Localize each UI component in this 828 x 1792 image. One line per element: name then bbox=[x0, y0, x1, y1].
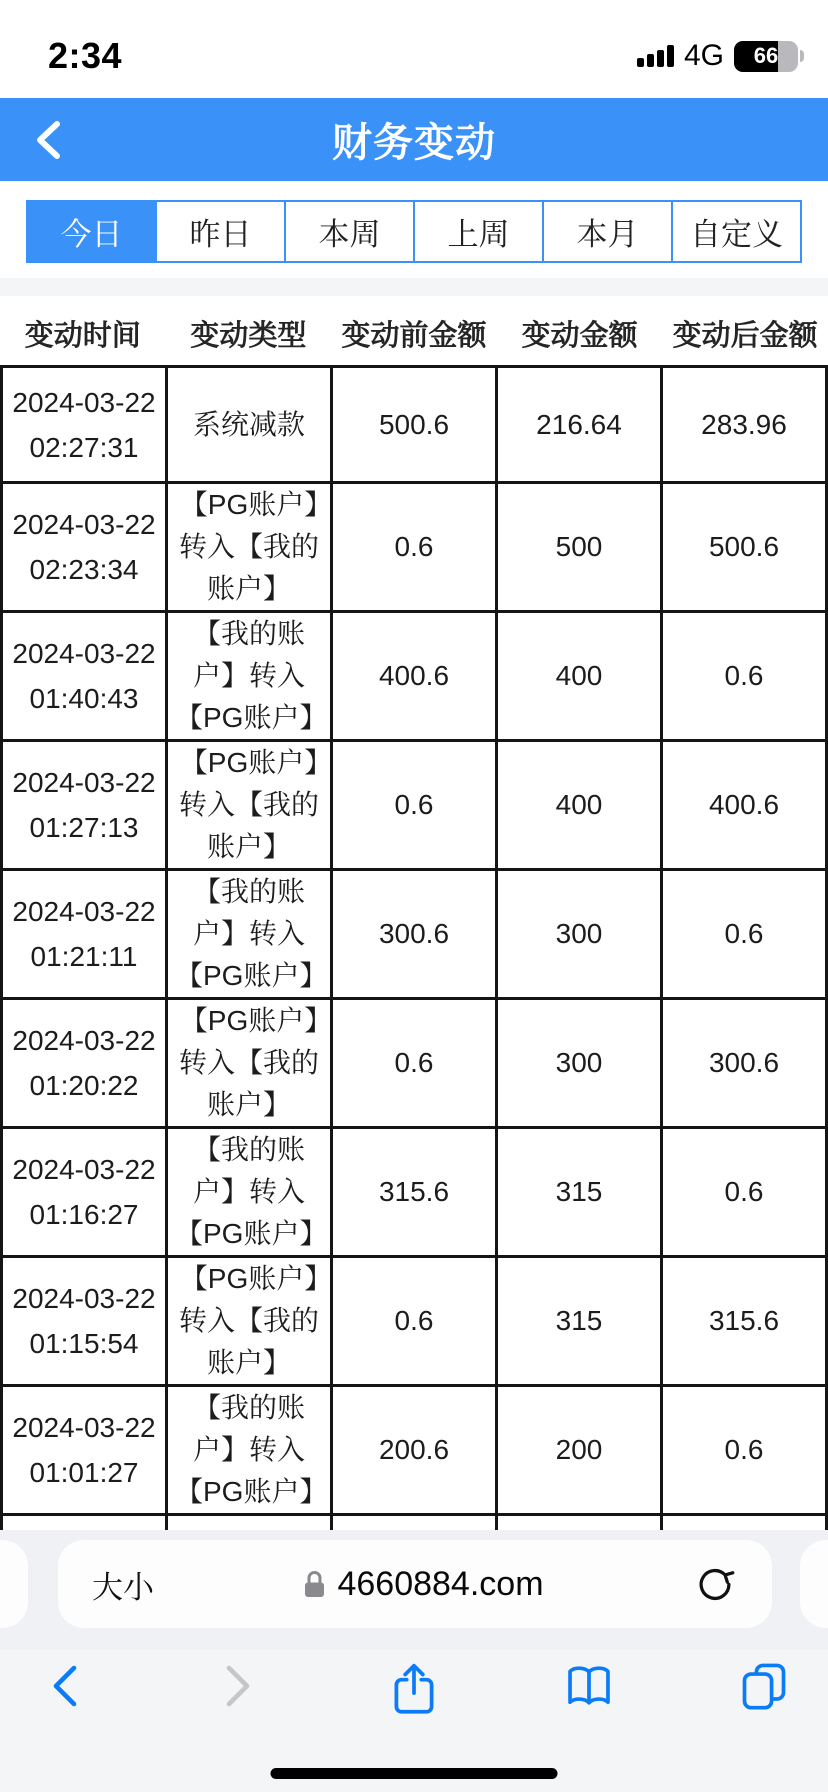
cell-change-type bbox=[168, 613, 333, 742]
cell-after-amount-text: 0.6 bbox=[724, 918, 764, 949]
cell-change-time-text: 01:27:13 bbox=[29, 812, 139, 843]
cellular-signal-icon bbox=[637, 45, 674, 67]
table-header-row bbox=[0, 302, 828, 365]
status-right-cluster bbox=[637, 39, 804, 73]
cell-change-time bbox=[3, 368, 168, 484]
lock-icon bbox=[302, 1568, 327, 1600]
cell-change-type-text: 系统减款 bbox=[192, 408, 305, 440]
address-display bbox=[302, 1565, 543, 1604]
tabs-icon bbox=[738, 1660, 790, 1712]
url-bar-zone bbox=[0, 1530, 828, 1650]
cell-after-amount-text: 315.6 bbox=[708, 1305, 780, 1336]
adjacent-tab-left[interactable] bbox=[0, 1540, 28, 1628]
cell-before-amount bbox=[333, 1387, 498, 1516]
battery-percent-label: 66 bbox=[753, 43, 779, 68]
cell-change-amount-text: 315 bbox=[555, 1305, 603, 1336]
cell-before-amount-text: 500.6 bbox=[378, 408, 450, 440]
cell-change-time-text: 01:20:22 bbox=[29, 1070, 139, 1101]
cell-after-amount bbox=[663, 871, 828, 1000]
cell-change-type bbox=[168, 742, 333, 871]
cell-change-type bbox=[168, 484, 333, 613]
cell-after-amount bbox=[663, 1000, 828, 1129]
cell-change-time bbox=[3, 484, 168, 613]
cell-change-time-text: 02:23:34 bbox=[29, 554, 139, 585]
url-domain: 4660884.com bbox=[337, 1564, 544, 1603]
cell-after-amount-text: 400.6 bbox=[708, 789, 780, 820]
cell-after-amount-text: 283.96 bbox=[701, 408, 787, 440]
cell-change-time-text: 2024-03-22 bbox=[12, 1412, 156, 1443]
cell-change-amount-text: 500 bbox=[555, 531, 603, 562]
table-row bbox=[3, 1387, 828, 1516]
cell-change-amount bbox=[498, 613, 663, 742]
cell-change-time bbox=[3, 613, 168, 742]
cell-change-type bbox=[168, 368, 333, 484]
cell-before-amount-text: 200.6 bbox=[378, 1434, 450, 1465]
cell-before-amount bbox=[333, 871, 498, 1000]
chevron-right-icon bbox=[219, 1660, 259, 1712]
cell-change-type bbox=[168, 1000, 333, 1129]
chevron-left-icon bbox=[31, 118, 65, 162]
status-bar bbox=[0, 0, 828, 98]
cell-change-time-text: 2024-03-22 bbox=[12, 386, 156, 418]
cell-change-type-text: 【我的账户】转入【PG账户】 bbox=[175, 618, 328, 733]
cell-change-type-text: 【我的账户】转入【PG账户】 bbox=[175, 1392, 328, 1507]
home-indicator[interactable] bbox=[271, 1768, 558, 1779]
table-row bbox=[3, 871, 828, 1000]
network-type-label: 4G bbox=[683, 39, 724, 72]
cell-before-amount-text: 315.6 bbox=[378, 1176, 450, 1207]
tabs-button[interactable] bbox=[736, 1660, 792, 1716]
cell-change-time-text: 2024-03-22 bbox=[12, 509, 156, 540]
col-header-change-amount: 变动金额 bbox=[521, 320, 638, 352]
cell-change-time bbox=[3, 1387, 168, 1516]
cell-after-amount bbox=[663, 368, 828, 484]
battery-icon bbox=[734, 41, 804, 72]
browser-forward-button[interactable] bbox=[211, 1660, 267, 1716]
cell-change-type bbox=[168, 1129, 333, 1258]
tab-this-month[interactable]: 本月 bbox=[542, 202, 671, 261]
book-icon bbox=[563, 1660, 615, 1712]
cell-change-type-text: 【我的账户】转入【PG账户】 bbox=[175, 876, 328, 991]
cell-before-amount-text: 0.6 bbox=[394, 789, 434, 820]
cell-change-time-text: 01:01:27 bbox=[29, 1457, 139, 1488]
cell-after-amount-text: 0.6 bbox=[724, 1434, 764, 1465]
cell-change-amount bbox=[498, 368, 663, 484]
cell-change-amount-text: 315 bbox=[555, 1176, 603, 1207]
share-button[interactable] bbox=[386, 1660, 442, 1716]
tab-last-week[interactable]: 上周 bbox=[413, 202, 542, 261]
table-row bbox=[3, 1258, 828, 1387]
cell-before-amount bbox=[333, 613, 498, 742]
col-header-after-amount: 变动后金额 bbox=[672, 320, 818, 352]
cell-change-amount bbox=[498, 742, 663, 871]
tab-yesterday[interactable]: 昨日 bbox=[155, 202, 284, 261]
cell-change-time-text: 2024-03-22 bbox=[12, 1283, 156, 1314]
table-row bbox=[3, 368, 828, 484]
cell-change-amount bbox=[498, 1387, 663, 1516]
cell-change-time-text: 02:27:31 bbox=[29, 431, 139, 463]
cell-change-type bbox=[168, 871, 333, 1000]
cell-change-time bbox=[3, 1000, 168, 1129]
table-row bbox=[3, 742, 828, 871]
status-time: 2:34 bbox=[48, 35, 123, 76]
cell-after-amount bbox=[663, 484, 828, 613]
reload-button[interactable] bbox=[692, 1561, 738, 1607]
cell-after-amount bbox=[663, 1258, 828, 1387]
nav-back-button[interactable] bbox=[26, 118, 70, 162]
cell-before-amount bbox=[333, 1129, 498, 1258]
address-bar[interactable] bbox=[58, 1540, 772, 1628]
tab-custom[interactable]: 自定义 bbox=[671, 202, 800, 261]
cell-after-amount bbox=[663, 742, 828, 871]
cell-after-amount-text: 300.6 bbox=[708, 1047, 780, 1078]
cell-change-time-text: 01:21:11 bbox=[30, 941, 138, 972]
tab-today[interactable]: 今日 bbox=[28, 202, 155, 261]
cell-after-amount-text: 500.6 bbox=[708, 531, 780, 562]
cell-change-amount bbox=[498, 1000, 663, 1129]
col-header-change-time: 变动时间 bbox=[24, 320, 141, 352]
cell-change-type-text: 【PG账户】转入【我的账户】 bbox=[178, 1263, 319, 1378]
cell-after-amount bbox=[663, 1129, 828, 1258]
cell-after-amount bbox=[663, 613, 828, 742]
cell-change-type-text: 【PG账户】转入【我的账户】 bbox=[178, 489, 319, 604]
cell-change-type-text: 【PG账户】转入【我的账户】 bbox=[178, 1005, 319, 1120]
cell-change-amount bbox=[498, 1258, 663, 1387]
cell-change-amount-text: 216.64 bbox=[536, 408, 622, 440]
cell-change-time bbox=[3, 1129, 168, 1258]
cell-change-time-text: 2024-03-22 bbox=[12, 1025, 156, 1056]
cell-change-type bbox=[168, 1387, 333, 1516]
cell-before-amount-text: 400.6 bbox=[378, 660, 450, 691]
cell-after-amount-text: 0.6 bbox=[724, 660, 764, 691]
table-row bbox=[3, 484, 828, 613]
cell-change-amount-text: 400 bbox=[555, 660, 603, 691]
chevron-left-icon bbox=[44, 1660, 84, 1712]
cell-change-type-text: 【PG账户】转入【我的账户】 bbox=[178, 747, 319, 862]
date-filter-tabs bbox=[26, 200, 802, 263]
cell-change-type bbox=[168, 1258, 333, 1387]
tab-this-week[interactable]: 本周 bbox=[284, 202, 413, 261]
cell-change-time-text: 01:16:27 bbox=[29, 1199, 139, 1230]
cell-change-amount bbox=[498, 1129, 663, 1258]
cell-change-time bbox=[3, 871, 168, 1000]
cell-after-amount-text: 0.6 bbox=[724, 1176, 764, 1207]
cell-change-time bbox=[3, 742, 168, 871]
cell-change-amount-text: 300 bbox=[555, 1047, 603, 1078]
cell-change-time-text: 2024-03-22 bbox=[12, 1154, 156, 1185]
page-title: 财务变动 bbox=[332, 121, 496, 165]
cell-change-time-text: 2024-03-22 bbox=[12, 896, 156, 927]
cell-change-time-text: 2024-03-22 bbox=[12, 767, 156, 798]
nav-bar bbox=[0, 98, 828, 181]
table-row bbox=[3, 1129, 828, 1258]
browser-back-button[interactable] bbox=[36, 1660, 92, 1716]
cell-before-amount-text: 300.6 bbox=[378, 918, 450, 949]
cell-change-time-text: 01:40:43 bbox=[29, 683, 139, 714]
table-row bbox=[3, 1000, 828, 1129]
cell-before-amount bbox=[333, 484, 498, 613]
adjacent-tab-right[interactable] bbox=[800, 1540, 828, 1628]
cell-before-amount bbox=[333, 1000, 498, 1129]
transactions-table bbox=[0, 365, 828, 1576]
table-row bbox=[3, 613, 828, 742]
cell-before-amount-text: 0.6 bbox=[394, 1305, 434, 1336]
cell-change-amount-text: 400 bbox=[555, 789, 603, 820]
cell-before-amount bbox=[333, 1258, 498, 1387]
share-icon bbox=[389, 1660, 439, 1718]
cell-change-amount bbox=[498, 484, 663, 613]
cell-change-amount-text: 200 bbox=[555, 1434, 603, 1465]
cell-change-time bbox=[3, 1258, 168, 1387]
cell-change-time-text: 01:15:54 bbox=[29, 1328, 139, 1359]
cell-before-amount-text: 0.6 bbox=[394, 1047, 434, 1078]
col-header-change-type: 变动类型 bbox=[190, 320, 307, 352]
reload-icon bbox=[692, 1561, 738, 1607]
cell-change-time-text: 2024-03-22 bbox=[12, 638, 156, 669]
cell-change-amount bbox=[498, 871, 663, 1000]
section-divider bbox=[0, 278, 828, 296]
cell-before-amount bbox=[333, 742, 498, 871]
cell-after-amount bbox=[663, 1387, 828, 1516]
cell-before-amount bbox=[333, 368, 498, 484]
cell-change-type-text: 【我的账户】转入【PG账户】 bbox=[175, 1134, 328, 1249]
cell-before-amount-text: 0.6 bbox=[394, 531, 434, 562]
browser-chrome bbox=[0, 1530, 828, 1792]
col-header-before-amount: 变动前金额 bbox=[341, 320, 487, 352]
text-size-button[interactable]: 大小 bbox=[92, 1569, 154, 1605]
cell-change-amount-text: 300 bbox=[555, 918, 603, 949]
bookmarks-button[interactable] bbox=[561, 1660, 617, 1716]
spacer bbox=[0, 263, 828, 278]
